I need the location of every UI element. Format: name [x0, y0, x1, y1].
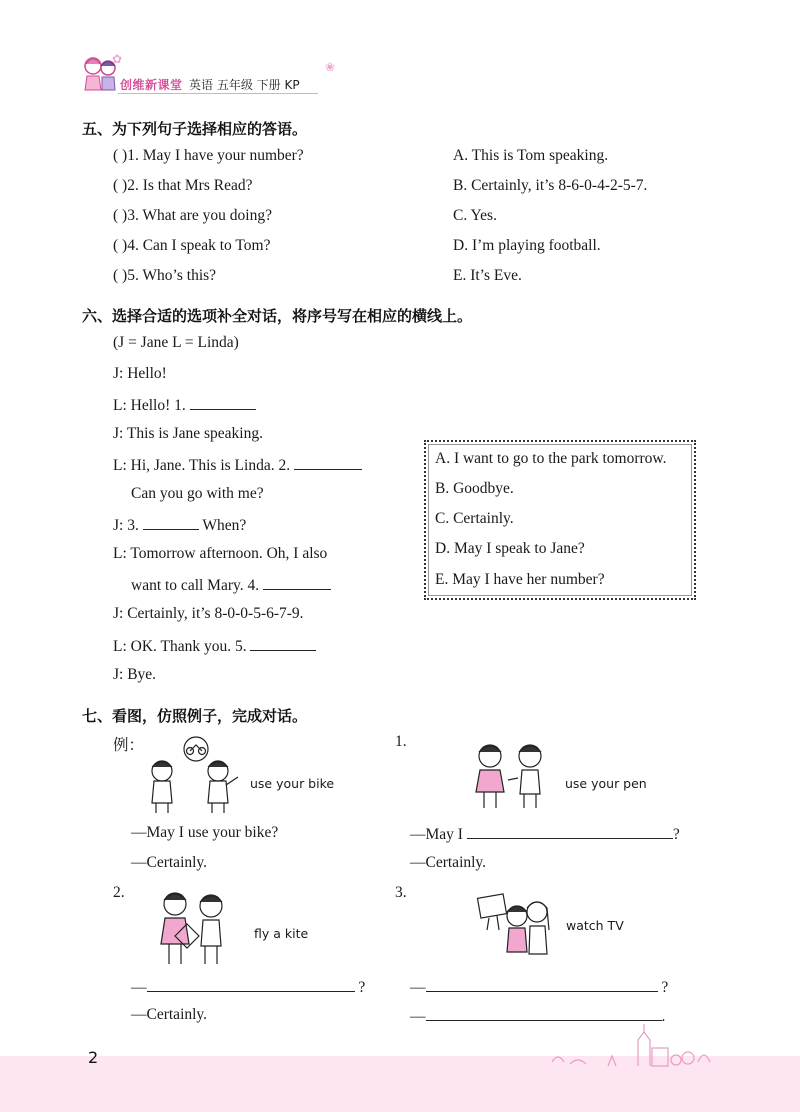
option-item: C. Certainly.	[435, 510, 514, 527]
header-divider	[118, 93, 318, 94]
option-item: A. I want to go to the park tomorrow.	[435, 450, 667, 467]
item1-answer: —Certainly.	[410, 854, 487, 871]
dialogue-line	[113, 455, 362, 475]
question-prefix: —	[410, 979, 426, 996]
s5-q2	[113, 177, 252, 195]
item2-question	[131, 977, 365, 997]
s5-answer: B. Certainly, it’s 8-6-0-4-2-5-7.	[453, 177, 648, 194]
dialogue-line: J: This is Jane speaking.	[113, 425, 263, 442]
dialogue-line: J: Certainly, it’s 8-0-0-5-6-7-9.	[113, 605, 304, 622]
item3-answer-blank[interactable]	[426, 1006, 662, 1021]
dialogue-line: Can you go with me?	[131, 485, 264, 502]
answer-paren[interactable]: ( )	[113, 267, 128, 284]
dialogue-line: L: Tomorrow afternoon. Oh, I also	[113, 545, 328, 562]
question-text: 5. Who’s this?	[127, 267, 217, 284]
girl-boy-pen-illustration	[470, 738, 560, 810]
answer-paren[interactable]: ( )	[113, 207, 128, 224]
item1-question	[410, 824, 680, 844]
item2-label: 2.	[113, 884, 125, 901]
example-label: 例：	[113, 737, 145, 754]
dialogue-line: J: Hello!	[113, 365, 167, 382]
item3-caption: watch TV	[566, 918, 624, 933]
item1-answer-blank[interactable]	[467, 824, 673, 839]
subject-grade-label: 英语 五年级 下册 KP	[189, 78, 300, 92]
s5-answer: E. It’s Eve.	[453, 267, 522, 284]
dialogue-text: J: 3.	[113, 517, 139, 534]
answer-end: .	[661, 1008, 666, 1025]
s5-q5	[113, 267, 216, 285]
item2-caption: fly a kite	[254, 926, 309, 941]
item1-label: 1.	[395, 733, 407, 750]
question-end: ?	[672, 826, 680, 843]
section7-title: 七、看图，仿照例子，完成对话。	[82, 707, 308, 725]
s5-q3	[113, 207, 272, 225]
dialogue-text: L: Hi, Jane. This is Linda. 2.	[113, 457, 291, 474]
dialogue-text: want to call Mary. 4.	[131, 577, 260, 594]
option-item: D. May I speak to Jane?	[435, 540, 585, 557]
answer-blank-2[interactable]	[294, 455, 362, 470]
dialogue-line	[131, 575, 331, 595]
question-text: 4. Can I speak to Tom?	[127, 237, 271, 254]
answer-blank-4[interactable]	[263, 575, 331, 590]
castle-scene-icon	[548, 1022, 718, 1068]
question-prefix: —	[131, 979, 147, 996]
s5-q1	[113, 147, 304, 165]
answer-paren[interactable]: ( )	[113, 177, 128, 194]
example-caption: use your bike	[250, 776, 335, 791]
s5-answer: C. Yes.	[453, 207, 497, 224]
item1-caption: use your pen	[565, 776, 647, 791]
s5-q4	[113, 237, 270, 255]
answer-prefix: —	[410, 1008, 426, 1025]
question-prefix: —May I	[410, 826, 463, 843]
example-answer: —Certainly.	[131, 854, 208, 871]
question-text: 1. May I have your number?	[127, 147, 304, 164]
speaker-legend: (J = Jane L = Linda)	[113, 334, 239, 351]
item2-answer-blank[interactable]	[147, 977, 355, 992]
dialogue-line	[113, 515, 246, 535]
item3-label: 3.	[395, 884, 407, 901]
dialogue-text: When?	[202, 517, 247, 534]
flower-icon: ✿	[112, 52, 123, 66]
kids-kite-illustration	[155, 888, 235, 968]
answer-paren[interactable]: ( )	[113, 147, 128, 164]
item3-question	[410, 977, 668, 997]
answer-blank-1[interactable]	[190, 395, 256, 410]
item3-question-blank[interactable]	[426, 977, 658, 992]
section5-title: 五、为下列句子选择相应的答语。	[82, 120, 308, 138]
boys-bike-illustration	[140, 735, 250, 815]
kids-tv-illustration	[475, 890, 555, 962]
option-item: B. Goodbye.	[435, 480, 514, 497]
question-end: ?	[661, 979, 669, 996]
item2-answer: —Certainly.	[131, 1006, 208, 1023]
dialogue-text: L: OK. Thank you. 5.	[113, 638, 247, 655]
flower-icon: ❀	[325, 60, 336, 74]
page-number: 2	[88, 1048, 99, 1067]
dialogue-line	[113, 395, 256, 415]
dialogue-text: L: Hello! 1.	[113, 397, 186, 414]
example-question: —May I use your bike?	[131, 824, 279, 841]
s5-answer: A. This is Tom speaking.	[453, 147, 609, 164]
dialogue-line: J: Bye.	[113, 666, 157, 683]
answer-paren[interactable]: ( )	[113, 237, 128, 254]
answer-blank-5[interactable]	[250, 636, 316, 651]
s5-answer: D. I’m playing football.	[453, 237, 601, 254]
question-end: ?	[358, 979, 366, 996]
answer-blank-3[interactable]	[143, 515, 199, 530]
question-text: 3. What are you doing?	[127, 207, 272, 224]
section6-title: 六、选择合适的选项补全对话，将序号写在相应的横线上。	[82, 307, 473, 325]
dialogue-line	[113, 636, 316, 656]
question-text: 2. Is that Mrs Read?	[127, 177, 253, 194]
brand-name: 创维新课堂	[120, 78, 183, 92]
option-item: E. May I have her number?	[435, 571, 605, 588]
